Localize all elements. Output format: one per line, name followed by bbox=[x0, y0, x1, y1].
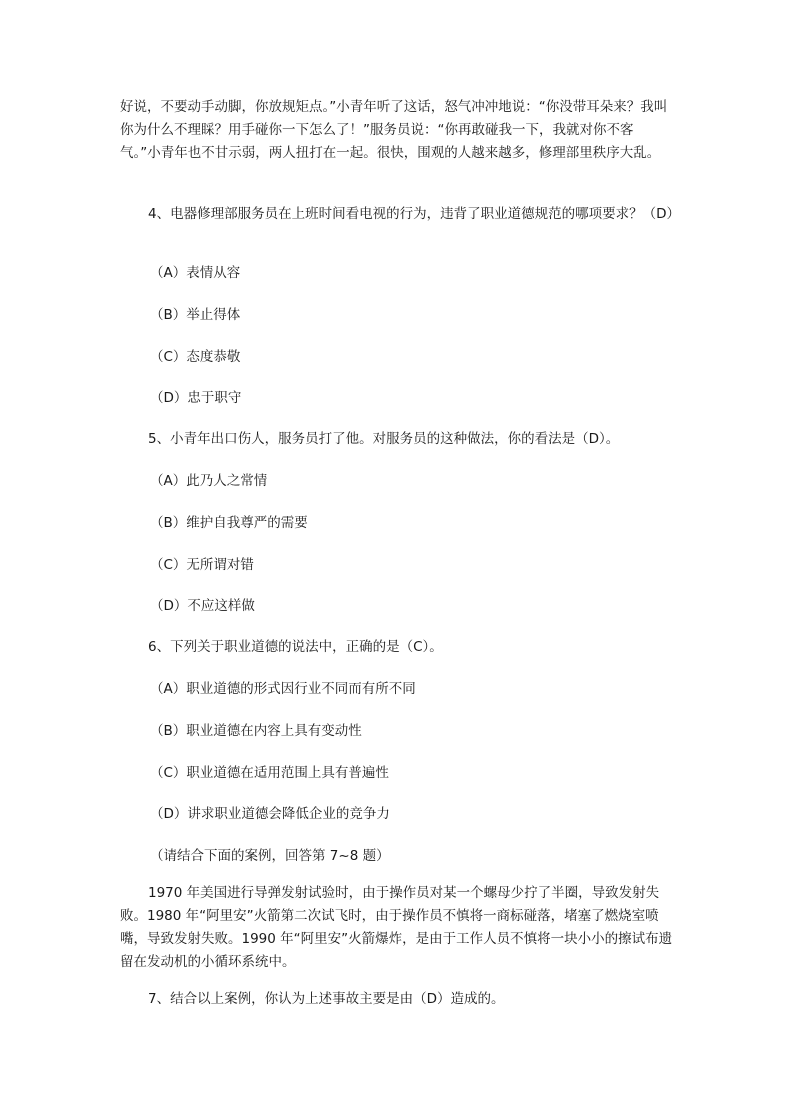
question-6: 6、下列关于职业道德的说法中，正确的是（C）。 bbox=[148, 639, 443, 655]
question-6-option-d: （D）讲求职业道德会降低企业的竞争力 bbox=[150, 806, 390, 822]
question-4-option-c: （C）态度恭敬 bbox=[150, 349, 241, 365]
question-5-option-d: （D）不应这样做 bbox=[150, 598, 255, 614]
question-5-option-c: （C）无所谓对错 bbox=[150, 557, 254, 573]
question-6-option-b: （B）职业道德在内容上具有变动性 bbox=[150, 723, 362, 739]
question-4-option-d: （D）忠于职守 bbox=[150, 390, 242, 406]
question-5: 5、小青年出口伤人，服务员打了他。对服务员的这种做法，你的看法是（D）。 bbox=[148, 431, 620, 447]
question-6-option-a: （A）职业道德的形式因行业不同而有所不同 bbox=[150, 681, 416, 697]
intro-paragraph: 好说，不要动手动脚，你放规矩点。”小青年听了这话，怒气冲冲地说：“你没带耳朵来？我叫你为什么不理睬？用手碰你一下怎么了！”服务员说：“你再敢碰我一下，我就对你不客气。”小青年也不甘示弱，两人扭打在一起。很快，围观的人越来越多，修理部里秩序大乱。 bbox=[120, 99, 668, 161]
case-note: （请结合下面的案例，回答第 7~8 题） bbox=[150, 848, 390, 864]
question-7: 7、结合以上案例，你认为上述事故主要是由（D）造成的。 bbox=[148, 991, 505, 1007]
case-paragraph: 1970 年美国进行导弹发射试验时，由于操作员对某一个螺母少拧了半圈，导致发射失败。1980 年“阿里安”火箭第二次试飞时，由于操作员不慎将一商标碰落，堵塞了燃烧室喷嘴，导致发射失败。1990 年“阿里安”火箭爆炸，是由于工作人员不慎将一块小小的擦试布遗留在发动机的小循环系统中。 bbox=[120, 885, 673, 970]
question-5-option-a: （A）此乃人之常情 bbox=[150, 473, 268, 489]
question-5-option-b: （B）维护自我尊严的需要 bbox=[150, 515, 308, 531]
question-4-option-a: （A）表情从容 bbox=[150, 265, 241, 281]
question-6-option-c: （C）职业道德在适用范围上具有普遍性 bbox=[150, 765, 389, 781]
question-4-option-b: （B）举止得体 bbox=[150, 307, 241, 323]
question-4: 4、电器修理部服务员在上班时间看电视的行为，违背了职业道德规范的哪项要求？（D） bbox=[148, 206, 680, 222]
